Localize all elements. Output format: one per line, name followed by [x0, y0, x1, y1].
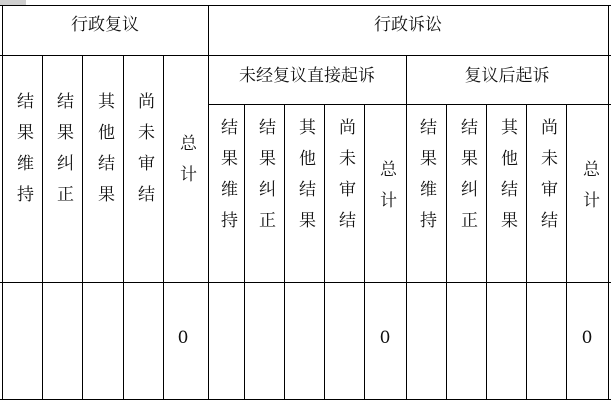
rule-top — [0, 5, 611, 6]
col-total: 总计 — [376, 160, 396, 222]
col-other: 其他结果 — [94, 92, 114, 216]
col-upheld: 结果维持 — [416, 118, 436, 242]
after-total-value: 0 — [581, 328, 593, 348]
header-after-review: 复议后起诉 — [464, 66, 550, 86]
rule-data — [0, 282, 611, 283]
rule-bottom — [0, 399, 611, 400]
header-direct-suit: 未经复议直接起诉 — [239, 66, 375, 86]
rule-subheader — [208, 104, 611, 105]
rule-header — [0, 55, 611, 56]
col-total: 总计 — [579, 160, 599, 222]
direct-total-value: 0 — [379, 328, 391, 348]
rule-right — [608, 5, 609, 400]
header-admin-review: 行政复议 — [71, 15, 139, 35]
col-pending: 尚未审结 — [537, 118, 557, 242]
col-total: 总计 — [176, 134, 196, 196]
header-admin-litigation: 行政诉讼 — [374, 15, 442, 35]
col-corrected: 结果纠正 — [457, 118, 477, 242]
col-other: 其他结果 — [497, 118, 517, 242]
review-total-value: 0 — [177, 328, 189, 348]
rule-left — [2, 5, 3, 400]
col-corrected: 结果纠正 — [53, 92, 73, 216]
col-corrected: 结果纠正 — [255, 118, 275, 242]
rule-sub-divider — [406, 55, 407, 400]
col-pending: 尚未审结 — [335, 118, 355, 242]
col-upheld: 结果维持 — [217, 118, 237, 242]
col-upheld: 结果维持 — [13, 92, 33, 216]
col-other: 其他结果 — [295, 118, 315, 242]
rule-divider — [208, 5, 209, 400]
col-pending: 尚未审结 — [134, 92, 154, 216]
